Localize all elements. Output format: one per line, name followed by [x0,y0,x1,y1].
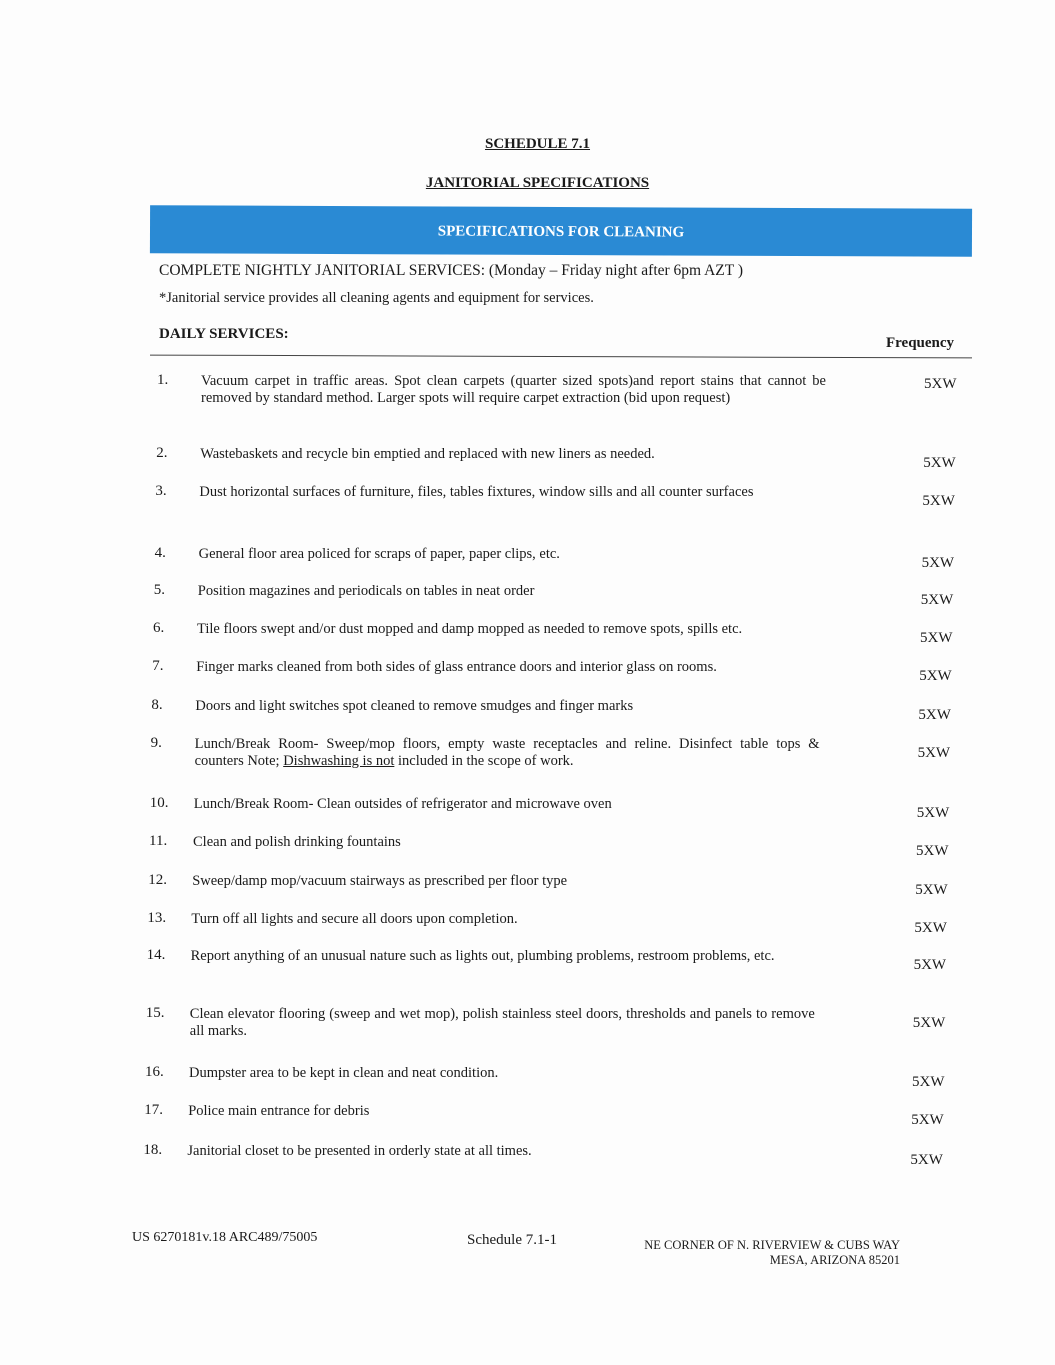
item-number: 8. [151,697,163,713]
item-number: 3. [155,483,167,499]
intro-text: COMPLETE NIGHTLY JANITORIAL SERVICES: (Monday – Friday night after 6pm AZT ) [159,262,744,279]
item-number: 1. [157,372,169,388]
frequency-heading: Frequency [886,335,955,351]
item-text-part: Lunch/Break Room- Sweep/mop floors, empty waste receptacles and reline. Disinfect table tops & counters Note; [194,736,820,769]
item-frequency: 5XW [917,745,951,761]
item-frequency: 5XW [919,668,952,684]
item-text: Turn off all lights and secure all doors upon completion. [191,911,518,927]
item-number: 16. [145,1064,164,1080]
section-heading: DAILY SERVICES: [159,326,289,342]
item-text: Position magazines and periodicals on tables in neat order [197,583,535,599]
item-text-underlined: Dishwashing is not [283,753,395,769]
divider [150,355,972,359]
document-title: JANITORIAL SPECIFICATIONS [425,175,650,191]
item-frequency: 5XW [922,493,955,509]
item-number: 12. [148,872,167,888]
item-number: 17. [144,1102,163,1118]
item-frequency: 5XW [923,455,956,471]
item-number: 5. [153,582,166,598]
item-text: Vacuum carpet in traffic areas. Spot clean carpets (quarter sized spots)and report stains that cannot be removed by standard method. Larger spots will require carpet extraction (bid upon request) [201,373,826,406]
item-text: Police main entrance for debris [188,1103,370,1119]
item-frequency: 5XW [918,707,951,723]
item-frequency: 5XW [910,1152,943,1168]
footer-page: Schedule 7.1-1 [467,1232,557,1248]
item-number: 15. [145,1005,165,1021]
footer-address [628,1238,900,1268]
item-number: 11. [149,833,168,849]
item-text-part: included in the scope of work. [394,753,574,769]
item-number: 9. [150,735,162,751]
item-text: Wastebaskets and recycle bin emptied and replaced with new liners as needed. [200,446,655,462]
item-text: Clean elevator flooring (sweep and wet mop), polish stainless steel doors, thresholds and panels to remove all marks. [189,1006,815,1039]
address-line-1: NE CORNER OF N. RIVERVIEW & CUBS WAY [644,1238,900,1252]
item-number: 6. [153,620,165,636]
note-text: *Janitorial service provides all cleaning agents and equipment for services. [159,290,594,306]
item-text: Janitorial closet to be presented in orderly state at all times. [187,1143,532,1159]
item-frequency: 5XW [916,843,949,859]
item-text: Clean and polish drinking fountains [193,834,401,850]
item-text [195,736,820,770]
item-frequency: 5XW [912,1015,946,1031]
item-text: Doors and light switches spot cleaned to remove smudges and finger marks [195,698,634,714]
item-frequency: 5XW [913,957,947,973]
item-frequency: 5XW [912,1074,945,1090]
item-text: Dumpster area to be kept in clean and neat condition. [189,1065,499,1081]
schedule-title: SCHEDULE 7.1 [484,136,591,152]
item-number: 18. [143,1142,163,1158]
item-frequency: 5XW [911,1112,944,1128]
item-frequency: 5XW [915,882,948,898]
item-number: 14. [146,947,166,963]
item-text: Lunch/Break Room- Clean outsides of refrigerator and microwave oven [193,796,612,812]
item-text: Dust horizontal surfaces of furniture, files, tables fixtures, window sills and all counter surfaces [199,484,754,500]
item-text: Sweep/damp mop/vacuum stairways as prescribed per floor type [192,873,568,889]
item-frequency: 5XW [920,630,953,646]
item-number: 2. [156,445,168,461]
item-frequency: 5XW [924,376,957,392]
item-number: 10. [149,795,169,811]
item-text: Finger marks cleaned from both sides of glass entrance doors and interior glass on rooms. [196,659,717,675]
item-number: 4. [154,545,166,561]
item-frequency: 5XW [916,805,950,821]
footer-doc-id: US 6270181v.18 ARC489/75005 [132,1230,318,1245]
item-frequency: 5XW [921,555,955,571]
item-number: 13. [147,910,167,926]
item-number: 7. [152,658,164,674]
item-frequency: 5XW [920,592,954,608]
address-line-2: MESA, ARIZONA 85201 [769,1253,900,1267]
section-banner: SPECIFICATIONS FOR CLEANING [150,205,972,257]
item-text: Report anything of an unusual nature such as lights out, plumbing problems, restroom problems, etc. [190,948,775,964]
item-frequency: 5XW [914,920,947,936]
item-text: General floor area policed for scraps of paper, paper clips, etc. [198,546,560,562]
item-text: Tile floors swept and/or dust mopped and damp mopped as needed to remove spots, spills etc. [197,621,743,637]
